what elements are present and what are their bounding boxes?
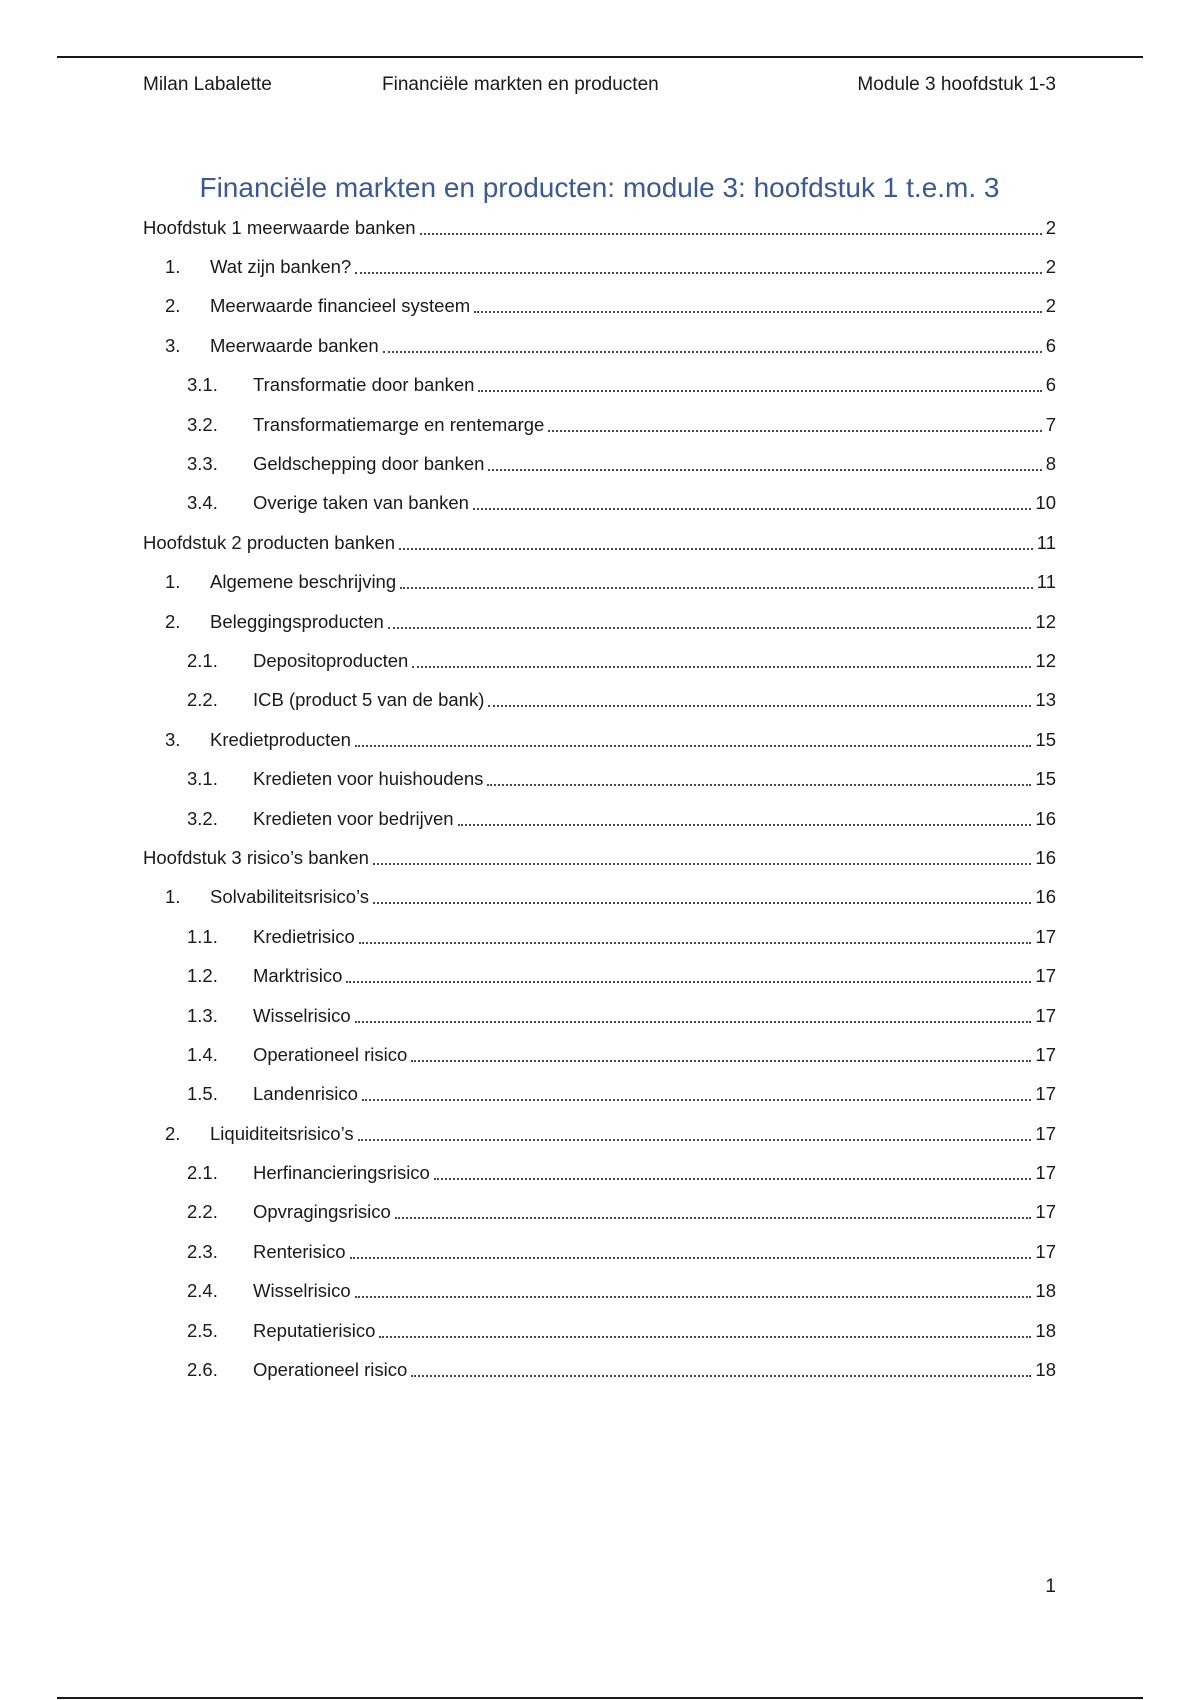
toc-entry-label: Hoofdstuk 2 producten banken	[143, 531, 395, 553]
toc-entry-page: 16	[1035, 846, 1056, 868]
toc-entry-number: 3.1.	[187, 374, 218, 396]
toc-dot-leader	[358, 1139, 1032, 1141]
toc-entry-number: 3.2.	[187, 413, 218, 435]
toc-entry-page: 15	[1035, 728, 1056, 750]
toc-entry-page: 17	[1035, 1162, 1056, 1184]
toc-entry-page: 10	[1035, 492, 1056, 514]
toc-entry[interactable]	[143, 1193, 1056, 1232]
toc-entry[interactable]	[143, 799, 1056, 838]
toc-entry-number: 1.4.	[187, 1043, 218, 1065]
toc-entry[interactable]	[143, 759, 1056, 798]
toc-entry-page: 17	[1035, 1122, 1056, 1144]
toc-entry-label: Solvabiliteitsrisico’s	[210, 886, 370, 908]
toc-entry[interactable]	[143, 878, 1056, 917]
toc-entry[interactable]	[143, 208, 1056, 247]
toc-entry-label: Wat zijn banken?	[210, 256, 352, 278]
toc-entry-number: 1.	[165, 886, 181, 908]
toc-dot-leader	[434, 1178, 1032, 1180]
toc-entry-number: 2.3.	[187, 1240, 218, 1262]
toc-entry[interactable]	[143, 247, 1056, 286]
toc-entry-label: Geldschepping door banken	[253, 453, 485, 475]
toc-entry-number: 1.5.	[187, 1083, 218, 1105]
toc-entry-page: 17	[1035, 1083, 1056, 1105]
toc-dot-leader	[355, 1021, 1032, 1023]
toc-entry-label: Liquiditeitsrisico’s	[210, 1122, 354, 1144]
toc-entry[interactable]	[143, 1114, 1056, 1153]
toc-entry-page: 18	[1035, 1319, 1056, 1341]
toc-dot-leader	[383, 351, 1042, 353]
toc-entry-number: 3.3.	[187, 453, 218, 475]
toc-entry-number: 3.	[165, 728, 181, 750]
toc-entry-label: Renterisico	[253, 1240, 346, 1262]
toc-entry-page: 11	[1036, 571, 1056, 593]
toc-entry[interactable]	[143, 996, 1056, 1035]
toc-dot-leader	[373, 863, 1032, 865]
toc-dot-leader	[362, 1099, 1032, 1101]
toc-entry-page: 16	[1035, 807, 1056, 829]
toc-entry-number: 2.1.	[187, 1162, 218, 1184]
toc-entry-page: 17	[1035, 1004, 1056, 1026]
toc-entry-label: Reputatierisico	[253, 1319, 376, 1341]
toc-dot-leader	[355, 1296, 1032, 1298]
page-header	[143, 70, 1056, 100]
toc-entry-number: 2.2.	[187, 1201, 218, 1223]
toc-entry-label: Marktrisico	[253, 965, 343, 987]
toc-entry-page: 16	[1035, 886, 1056, 908]
toc-entry-page: 12	[1035, 610, 1056, 632]
toc-entry-page: 2	[1045, 256, 1056, 278]
toc-entry-number: 2.4.	[187, 1280, 218, 1302]
toc-dot-leader	[474, 311, 1042, 313]
toc-entry-number: 2.1.	[187, 649, 218, 671]
toc-entry-page: 11	[1036, 531, 1056, 553]
toc-entry[interactable]	[143, 523, 1056, 562]
toc-entry-label: Wisselrisico	[253, 1004, 351, 1026]
toc-entry-page: 8	[1045, 453, 1056, 475]
toc-entry-label: Operationeel risico	[253, 1043, 408, 1065]
toc-dot-leader	[411, 1060, 1031, 1062]
toc-entry-number: 1.2.	[187, 965, 218, 987]
toc-entry-label: Meerwaarde financieel systeem	[210, 295, 471, 317]
toc-entry-number: 2.	[165, 295, 181, 317]
toc-entry-page: 17	[1035, 965, 1056, 987]
toc-entry[interactable]	[143, 444, 1056, 483]
toc-entry-label: Depositoproducten	[253, 649, 409, 671]
toc-entry-label: Kredieten voor huishoudens	[253, 768, 484, 790]
header-author: Milan Labalette	[143, 74, 272, 95]
toc-entry-page: 2	[1045, 295, 1056, 317]
toc-entry-label: Beleggingsproducten	[210, 610, 384, 632]
toc-entry[interactable]	[143, 1311, 1056, 1350]
header-rule	[57, 56, 1143, 58]
toc-entry-number: 1.	[165, 256, 181, 278]
toc-entry[interactable]	[143, 326, 1056, 365]
toc-entry-label: Operationeel risico	[253, 1359, 408, 1381]
toc-entry-page: 17	[1035, 1043, 1056, 1065]
toc-entry-page: 6	[1045, 374, 1056, 396]
toc-dot-leader	[487, 784, 1031, 786]
toc-entry-label: Overige taken van banken	[253, 492, 469, 514]
toc-entry-label: Transformatiemarge en rentemarge	[253, 413, 545, 435]
toc-entry-page: 13	[1035, 689, 1056, 711]
toc-dot-leader	[420, 233, 1042, 235]
toc-entry-number: 2.2.	[187, 689, 218, 711]
toc-entry[interactable]	[143, 1075, 1056, 1114]
toc-entry-page: 17	[1035, 925, 1056, 947]
toc-entry-number: 1.	[165, 571, 181, 593]
toc-entry[interactable]	[143, 1035, 1056, 1074]
toc-dot-leader	[548, 430, 1041, 432]
toc-dot-leader	[478, 390, 1041, 392]
toc-entry-label: Kredieten voor bedrijven	[253, 807, 454, 829]
toc-entry[interactable]	[143, 720, 1056, 759]
toc-entry-label: Kredietproducten	[210, 728, 351, 750]
toc-entry-page: 17	[1035, 1201, 1056, 1223]
toc-entry-label: Hoofdstuk 3 risico’s banken	[143, 846, 369, 868]
toc-dot-leader	[399, 548, 1033, 550]
toc-entry-page: 18	[1035, 1359, 1056, 1381]
toc-entry[interactable]	[143, 917, 1056, 956]
toc-dot-leader	[488, 469, 1041, 471]
toc-entry[interactable]	[143, 1232, 1056, 1271]
toc-entry-label: Algemene beschrijving	[210, 571, 397, 593]
toc-entry-page: 2	[1045, 216, 1056, 238]
toc-dot-leader	[395, 1217, 1032, 1219]
toc-entry[interactable]	[143, 641, 1056, 680]
toc-entry[interactable]	[143, 1350, 1056, 1389]
header-course: Financiële markten en producten	[382, 74, 659, 95]
toc-entry-number: 2.	[165, 610, 181, 632]
toc-entry[interactable]	[143, 563, 1056, 602]
toc-entry[interactable]	[143, 1272, 1056, 1311]
toc-entry[interactable]	[143, 602, 1056, 641]
toc-entry[interactable]	[143, 405, 1056, 444]
toc-dot-leader	[488, 705, 1031, 707]
toc-entry-number: 3.4.	[187, 492, 218, 514]
toc-dot-leader	[373, 902, 1031, 904]
toc-entry-page: 15	[1035, 768, 1056, 790]
toc-entry[interactable]	[143, 681, 1056, 720]
toc-dot-leader	[359, 942, 1032, 944]
toc-entry-label: Meerwaarde banken	[210, 334, 379, 356]
toc-entry-page: 17	[1035, 1240, 1056, 1262]
toc-dot-leader	[355, 272, 1041, 274]
toc-dot-leader	[350, 1257, 1032, 1259]
toc-entry-number: 3.1.	[187, 768, 218, 790]
toc-entry-number: 1.3.	[187, 1004, 218, 1026]
toc-entry-number: 2.6.	[187, 1359, 218, 1381]
toc-entry-number: 3.	[165, 334, 181, 356]
toc-dot-leader	[379, 1336, 1031, 1338]
footer-rule	[57, 1697, 1143, 1699]
toc-entry-number: 2.5.	[187, 1319, 218, 1341]
toc-entry-page: 7	[1045, 413, 1056, 435]
toc-entry-label: Landenrisico	[253, 1083, 358, 1105]
toc-dot-leader	[473, 508, 1031, 510]
toc-entry[interactable]	[143, 366, 1056, 405]
toc-dot-leader	[458, 824, 1032, 826]
page-number: 1	[1045, 1576, 1056, 1597]
toc-entry[interactable]	[143, 838, 1056, 877]
toc-dot-leader	[355, 745, 1032, 747]
toc-entry[interactable]	[143, 1153, 1056, 1192]
toc-entry-label: Wisselrisico	[253, 1280, 351, 1302]
document-title: Financiële markten en producten: module 3: hoofdstuk 1 t.e.m. 3	[199, 172, 1000, 203]
toc-entry-number: 2.	[165, 1122, 181, 1144]
toc-entry[interactable]	[143, 484, 1056, 523]
toc-entry-page: 12	[1035, 649, 1056, 671]
toc-entry-number: 3.2.	[187, 807, 218, 829]
toc-entry-label: Hoofdstuk 1 meerwaarde banken	[143, 216, 416, 238]
toc-dot-leader	[412, 666, 1031, 668]
toc-entry-label: Opvragingsrisico	[253, 1201, 391, 1223]
toc-dot-leader	[400, 587, 1033, 589]
toc-dot-leader	[346, 981, 1031, 983]
toc-dot-leader	[388, 627, 1032, 629]
toc-entry-page: 18	[1035, 1280, 1056, 1302]
toc-entry[interactable]	[143, 956, 1056, 995]
toc-dot-leader	[411, 1375, 1031, 1377]
toc-entry-label: Herfinancieringsrisico	[253, 1162, 430, 1184]
table-of-contents	[143, 208, 1056, 1390]
toc-entry-page: 6	[1045, 334, 1056, 356]
toc-entry-label: ICB (product 5 van de bank)	[253, 689, 485, 711]
toc-entry[interactable]	[143, 287, 1056, 326]
toc-entry-number: 1.1.	[187, 925, 218, 947]
header-module: Module 3 hoofdstuk 1-3	[857, 74, 1056, 95]
toc-entry-label: Kredietrisico	[253, 925, 355, 947]
toc-entry-label: Transformatie door banken	[253, 374, 475, 396]
